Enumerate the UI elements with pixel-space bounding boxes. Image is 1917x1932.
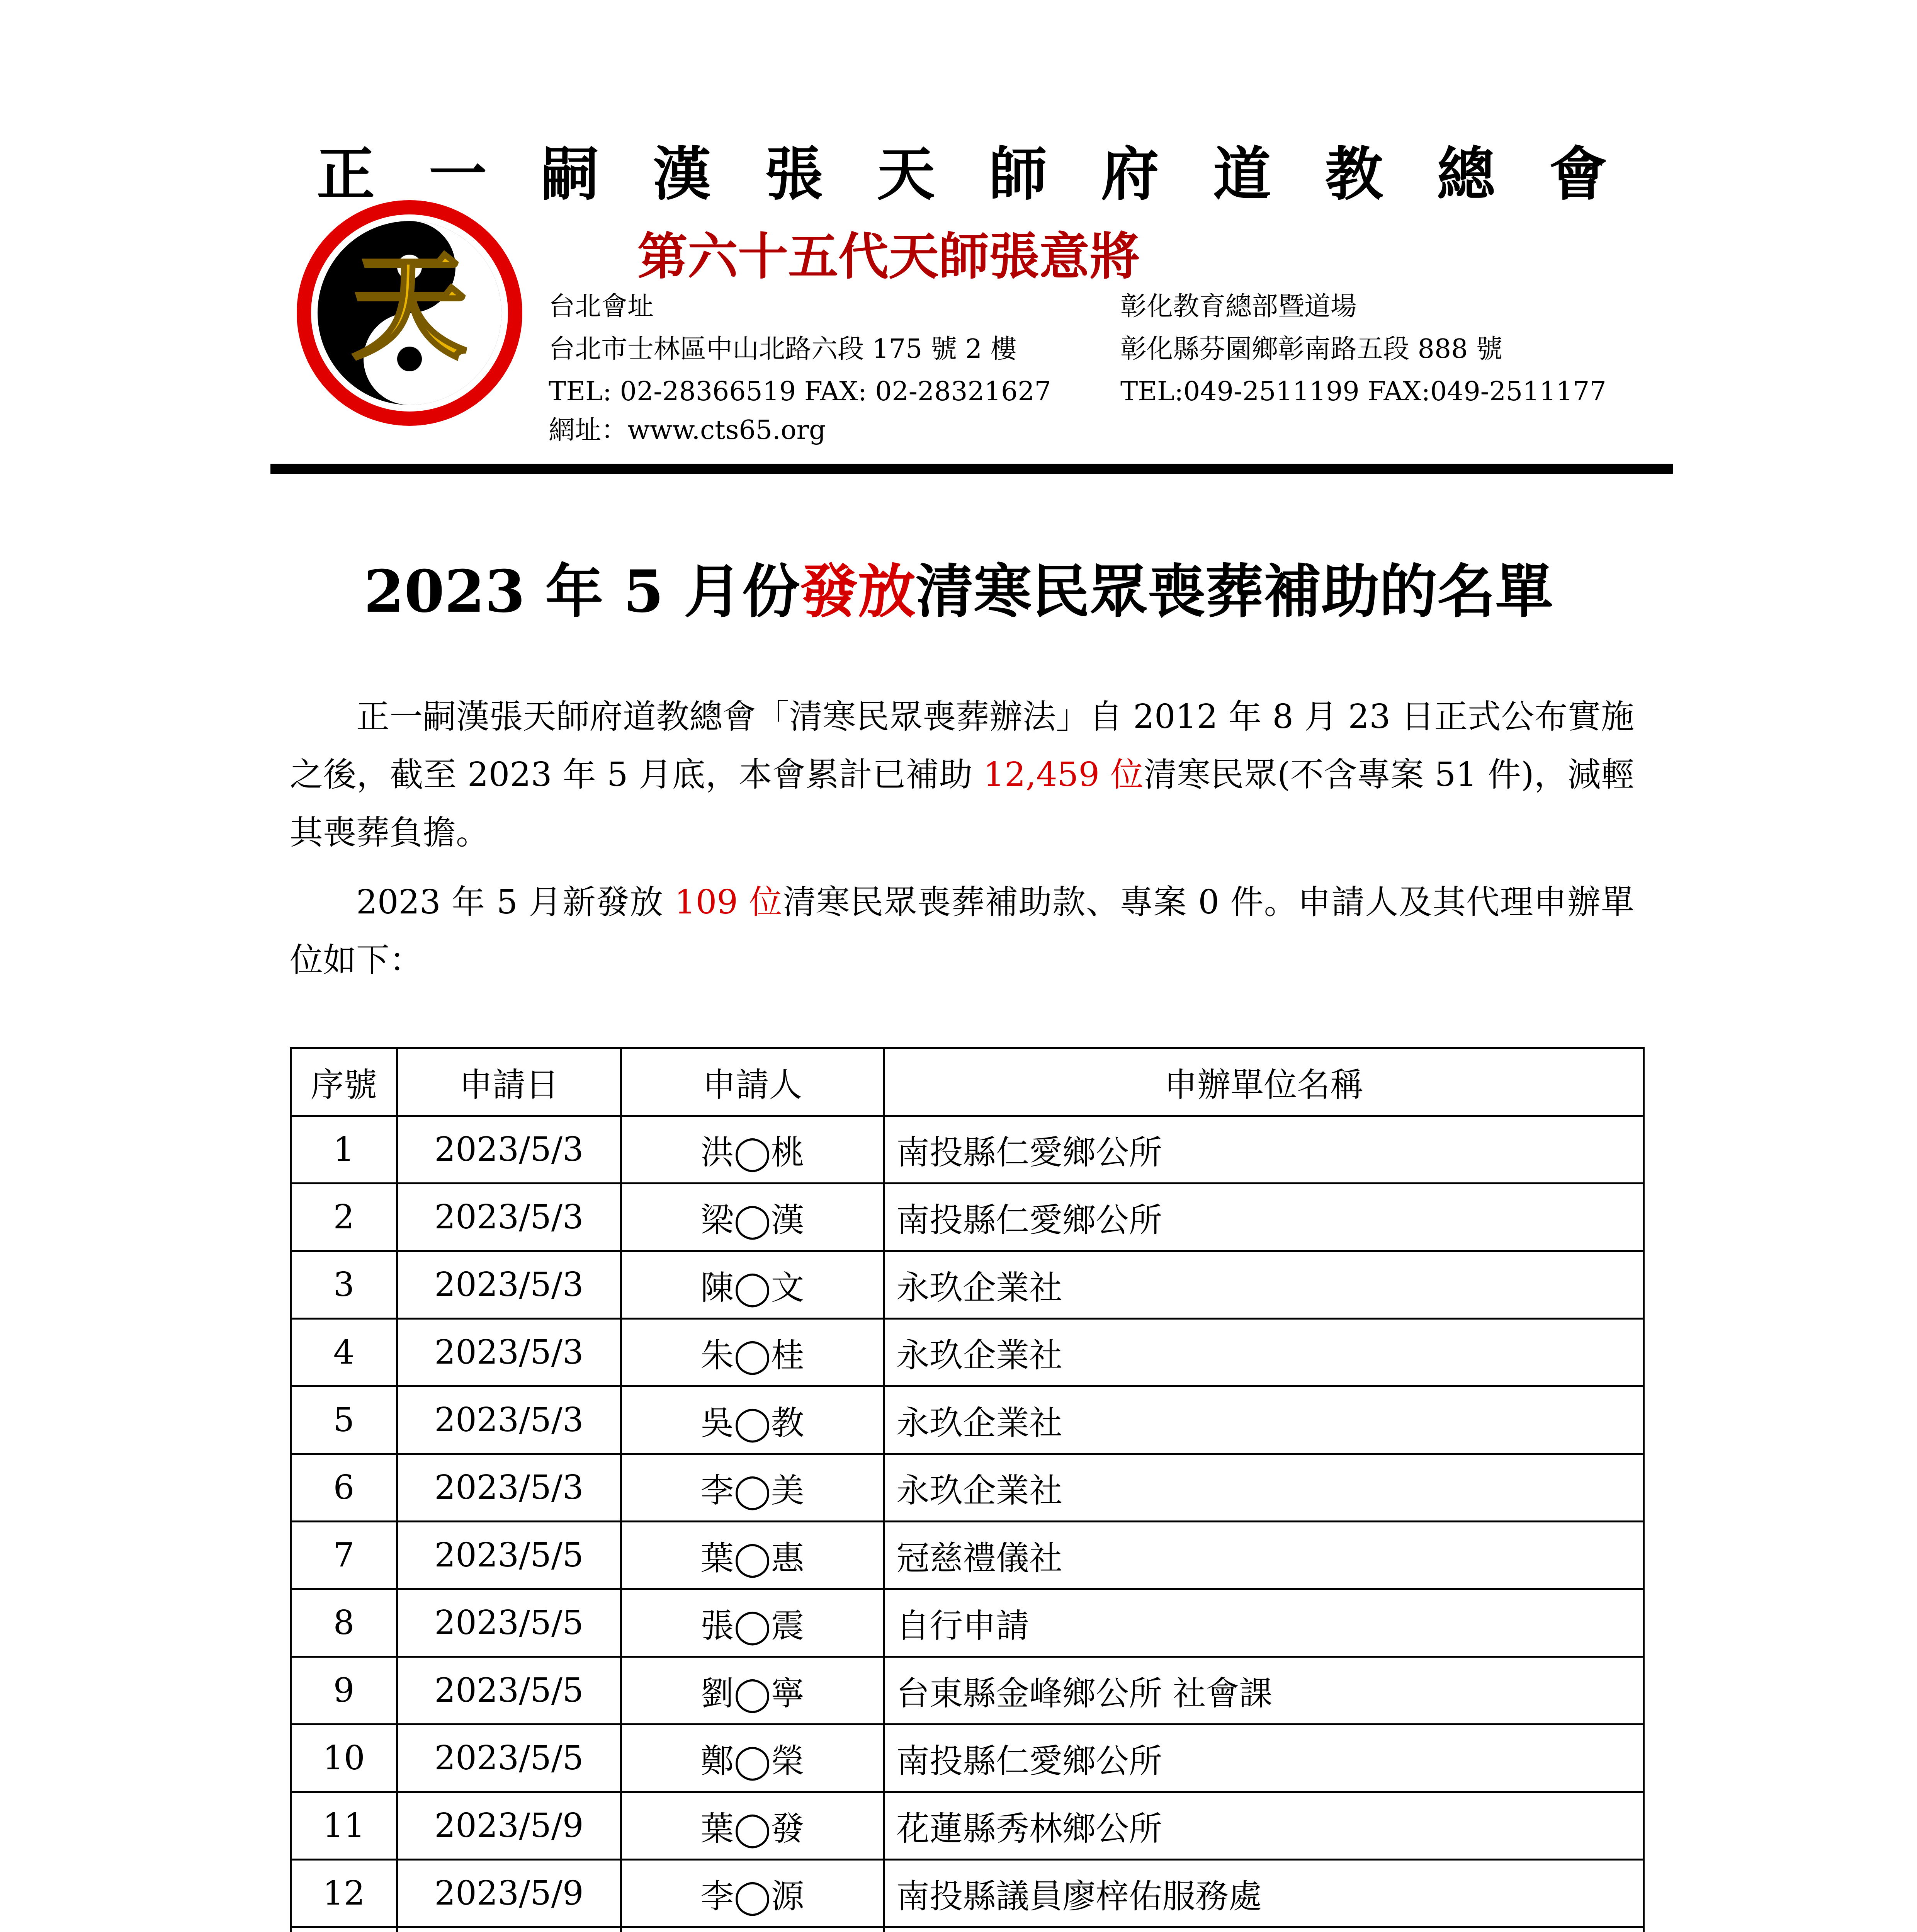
logo-character: 天 bbox=[352, 239, 467, 375]
para1-text-b: 清寒民眾(不含專案 51 件)，減輕其喪葬負擔。 bbox=[290, 755, 1634, 852]
cell-unit: 南投縣仁愛鄉公所 bbox=[884, 1725, 1644, 1792]
table-row bbox=[291, 1657, 1644, 1725]
cell-applicant: 吳◯教 bbox=[621, 1386, 884, 1454]
org-name-char: 張 bbox=[765, 140, 823, 208]
org-name-char: 正 bbox=[317, 140, 375, 208]
changhua-contact: TEL:049-2511199 FAX:049-2511177 bbox=[1120, 376, 1606, 407]
cell-applicant: 李◯美 bbox=[621, 1454, 884, 1522]
cell-date: 2023/5/5 bbox=[397, 1522, 621, 1589]
cell-serial: 10 bbox=[291, 1725, 397, 1792]
cell-applicant: 鄭◯榮 bbox=[621, 1725, 884, 1792]
cell-unit: 冠慈禮儀社 bbox=[884, 1522, 1644, 1589]
changhua-label: 彰化教育總部暨道場 bbox=[1120, 291, 1357, 322]
cell-unit: 南投縣仁愛鄉公所 bbox=[884, 1184, 1644, 1251]
cell-date: 2023/5/3 bbox=[397, 1184, 621, 1251]
header-date: 申請日 bbox=[397, 1048, 621, 1116]
cell-applicant: 李◯源 bbox=[621, 1860, 884, 1927]
para2-text-b: 清寒民眾喪葬補助款、專案 0 件。申請人及其代理申辦單位如下： bbox=[290, 883, 1635, 980]
cell-applicant: 陳◯文 bbox=[621, 1251, 884, 1319]
website: 網址：www.cts65.org bbox=[549, 415, 826, 446]
table-row bbox=[291, 1927, 1644, 1932]
cell-unit: 南投縣仁愛鄉公所 bbox=[884, 1116, 1644, 1184]
cell-applicant: 梁◯漢 bbox=[621, 1184, 884, 1251]
table-row bbox=[291, 1522, 1644, 1589]
org-name-char: 教 bbox=[1325, 140, 1383, 208]
cell-serial bbox=[291, 1927, 397, 1932]
cell-date: 2023/5/3 bbox=[397, 1319, 621, 1386]
cell-applicant: 張◯震 bbox=[621, 1589, 884, 1657]
cell-unit: 永玖企業社 bbox=[884, 1251, 1644, 1319]
cell-date: 2023/5/9 bbox=[397, 1860, 621, 1927]
table-row bbox=[291, 1116, 1644, 1184]
table-row bbox=[291, 1792, 1644, 1860]
cell-serial: 12 bbox=[291, 1860, 397, 1927]
cell-serial: 3 bbox=[291, 1251, 397, 1319]
cell-serial: 4 bbox=[291, 1319, 397, 1386]
cell-serial: 2 bbox=[291, 1184, 397, 1251]
table-row bbox=[291, 1386, 1644, 1454]
cell-serial: 1 bbox=[291, 1116, 397, 1184]
cell-serial: 11 bbox=[291, 1792, 397, 1860]
summary-paragraph bbox=[290, 873, 1634, 989]
org-name-char: 府 bbox=[1101, 140, 1159, 208]
cell-unit: 台東縣金峰鄉公所 社會課 bbox=[884, 1657, 1644, 1725]
table-row bbox=[291, 1860, 1644, 1927]
org-name-char: 師 bbox=[989, 140, 1047, 208]
cell-date: 2023/5/5 bbox=[397, 1657, 621, 1725]
cell-unit: 永玖企業社 bbox=[884, 1454, 1644, 1522]
cell-date: 2023/5/3 bbox=[397, 1251, 621, 1319]
changhua-address: 彰化縣芬園鄉彰南路五段 888 號 bbox=[1120, 334, 1503, 364]
table-row bbox=[291, 1184, 1644, 1251]
cell-applicant: 朱◯桂 bbox=[621, 1319, 884, 1386]
org-name-char: 道 bbox=[1213, 140, 1271, 208]
cell-date: 2023/5/3 bbox=[397, 1386, 621, 1454]
cell-unit bbox=[884, 1927, 1644, 1932]
cell-unit: 南投縣議員廖梓佑服務處 bbox=[884, 1860, 1644, 1927]
cell-serial: 9 bbox=[291, 1657, 397, 1725]
cell-unit: 永玖企業社 bbox=[884, 1319, 1644, 1386]
cell-date: 2023/5/5 bbox=[397, 1589, 621, 1657]
header-applicant: 申請人 bbox=[621, 1048, 884, 1116]
table-row bbox=[291, 1589, 1644, 1657]
document-title bbox=[0, 545, 1917, 628]
org-name-char: 漢 bbox=[653, 140, 711, 208]
header-serial: 序號 bbox=[291, 1048, 397, 1116]
cell-unit: 自行申請 bbox=[884, 1589, 1644, 1657]
header-unit: 申辦單位名稱 bbox=[884, 1048, 1644, 1116]
table-header-row bbox=[291, 1048, 1644, 1116]
cell-applicant: 劉◯寧 bbox=[621, 1657, 884, 1725]
intro-paragraph bbox=[290, 688, 1634, 862]
table-row bbox=[291, 1454, 1644, 1522]
title-suffix: 清寒民眾喪葬補助的名單 bbox=[916, 558, 1553, 626]
para1-highlight: 12,459 位 bbox=[983, 755, 1144, 794]
tianshi-logo bbox=[294, 197, 525, 429]
cell-applicant: 洪◯桃 bbox=[621, 1116, 884, 1184]
title-highlight: 發放 bbox=[800, 558, 916, 626]
org-name-char: 天 bbox=[877, 140, 935, 208]
org-name-char: 會 bbox=[1549, 140, 1607, 208]
org-name-char: 總 bbox=[1437, 140, 1495, 208]
cell-unit: 永玖企業社 bbox=[884, 1386, 1644, 1454]
table-row bbox=[291, 1319, 1644, 1386]
cell-serial: 7 bbox=[291, 1522, 397, 1589]
cell-serial: 6 bbox=[291, 1454, 397, 1522]
taipei-label: 台北會址 bbox=[549, 291, 654, 322]
para1-text-a: 正一嗣漢張天師府道教總會「清寒民眾喪葬辦法」自 2012 年 8 月 23 日正式公布實施之後，截至 2023 年 5 月底，本會累計已補助 bbox=[290, 697, 1635, 794]
cell-serial: 8 bbox=[291, 1589, 397, 1657]
table-row bbox=[291, 1725, 1644, 1792]
cell-serial: 5 bbox=[291, 1386, 397, 1454]
table-row bbox=[291, 1251, 1644, 1319]
cell-date: 2023/5/5 bbox=[397, 1725, 621, 1792]
taipei-address: 台北市士林區中山北路六段 175 號 2 樓 bbox=[549, 334, 1017, 364]
para2-text-a: 2023 年 5 月新發放 bbox=[356, 883, 675, 922]
cell-date: 2023/5/3 bbox=[397, 1116, 621, 1184]
taipei-contact: TEL: 02-28366519 FAX: 02-28321627 bbox=[549, 376, 1051, 407]
para2-highlight: 109 位 bbox=[674, 883, 783, 922]
cell-date bbox=[397, 1927, 621, 1932]
title-prefix: 2023 年 5 月份 bbox=[364, 558, 800, 626]
cell-unit: 花蓮縣秀林鄉公所 bbox=[884, 1792, 1644, 1860]
cell-date: 2023/5/3 bbox=[397, 1454, 621, 1522]
cell-applicant: 葉◯發 bbox=[621, 1792, 884, 1860]
org-name-char: 一 bbox=[428, 140, 487, 208]
cell-applicant: 葉◯惠 bbox=[621, 1522, 884, 1589]
header-divider bbox=[270, 464, 1673, 474]
cell-date: 2023/5/9 bbox=[397, 1792, 621, 1860]
celestial-master-name: 第六十五代天師張意將 bbox=[637, 227, 1140, 286]
cell-applicant bbox=[621, 1927, 884, 1932]
org-name-char: 嗣 bbox=[540, 140, 599, 208]
recipient-table bbox=[290, 1047, 1645, 1932]
